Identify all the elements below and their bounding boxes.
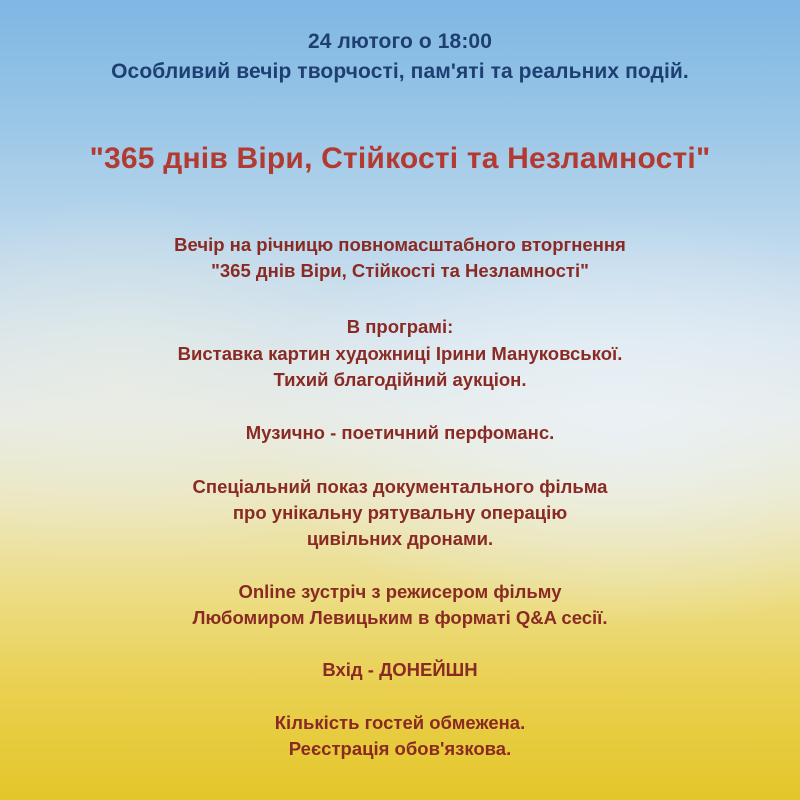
program-performance: Музично - поетичний перфоманс. [245, 422, 555, 443]
program-meeting-line-2: Любомиром Левицьким в форматі Q&A сесії. [192, 607, 608, 628]
event-title: "365 днів Віри, Стійкості та Незламності" [89, 142, 711, 175]
program-auction: Тихий благодійний аукціон. [273, 369, 527, 390]
program-film-line-3: цивільних дронами. [306, 528, 494, 549]
program-film-line-2: про унікальну рятувальну операцію [232, 502, 568, 523]
notes-line-1: Кількість гостей обмежена. [274, 712, 526, 733]
program-meeting-line-1: Online зустріч з режисером фільму [238, 581, 562, 602]
program-heading: В програмі: [346, 316, 454, 337]
program-film-line-1: Спеціальний показ документального фільма [192, 476, 608, 497]
event-subtitle: Особливий вечір творчості, пам'яті та реальних подій. [111, 60, 689, 83]
intro-line-1: Вечір на річницю повномасштабного вторгнення [174, 234, 626, 255]
intro-line-2: "365 днів Віри, Стійкості та Незламності" [211, 260, 589, 281]
entry-info: Вхід - ДОНЕЙШН [322, 659, 478, 680]
notes-line-2: Реєстрація обов'язкова. [288, 738, 512, 759]
event-date-time: 24 лютого о 18:00 [308, 30, 492, 53]
program-exhibition: Виставка картин художниці Ірини Мануковської. [177, 343, 623, 364]
